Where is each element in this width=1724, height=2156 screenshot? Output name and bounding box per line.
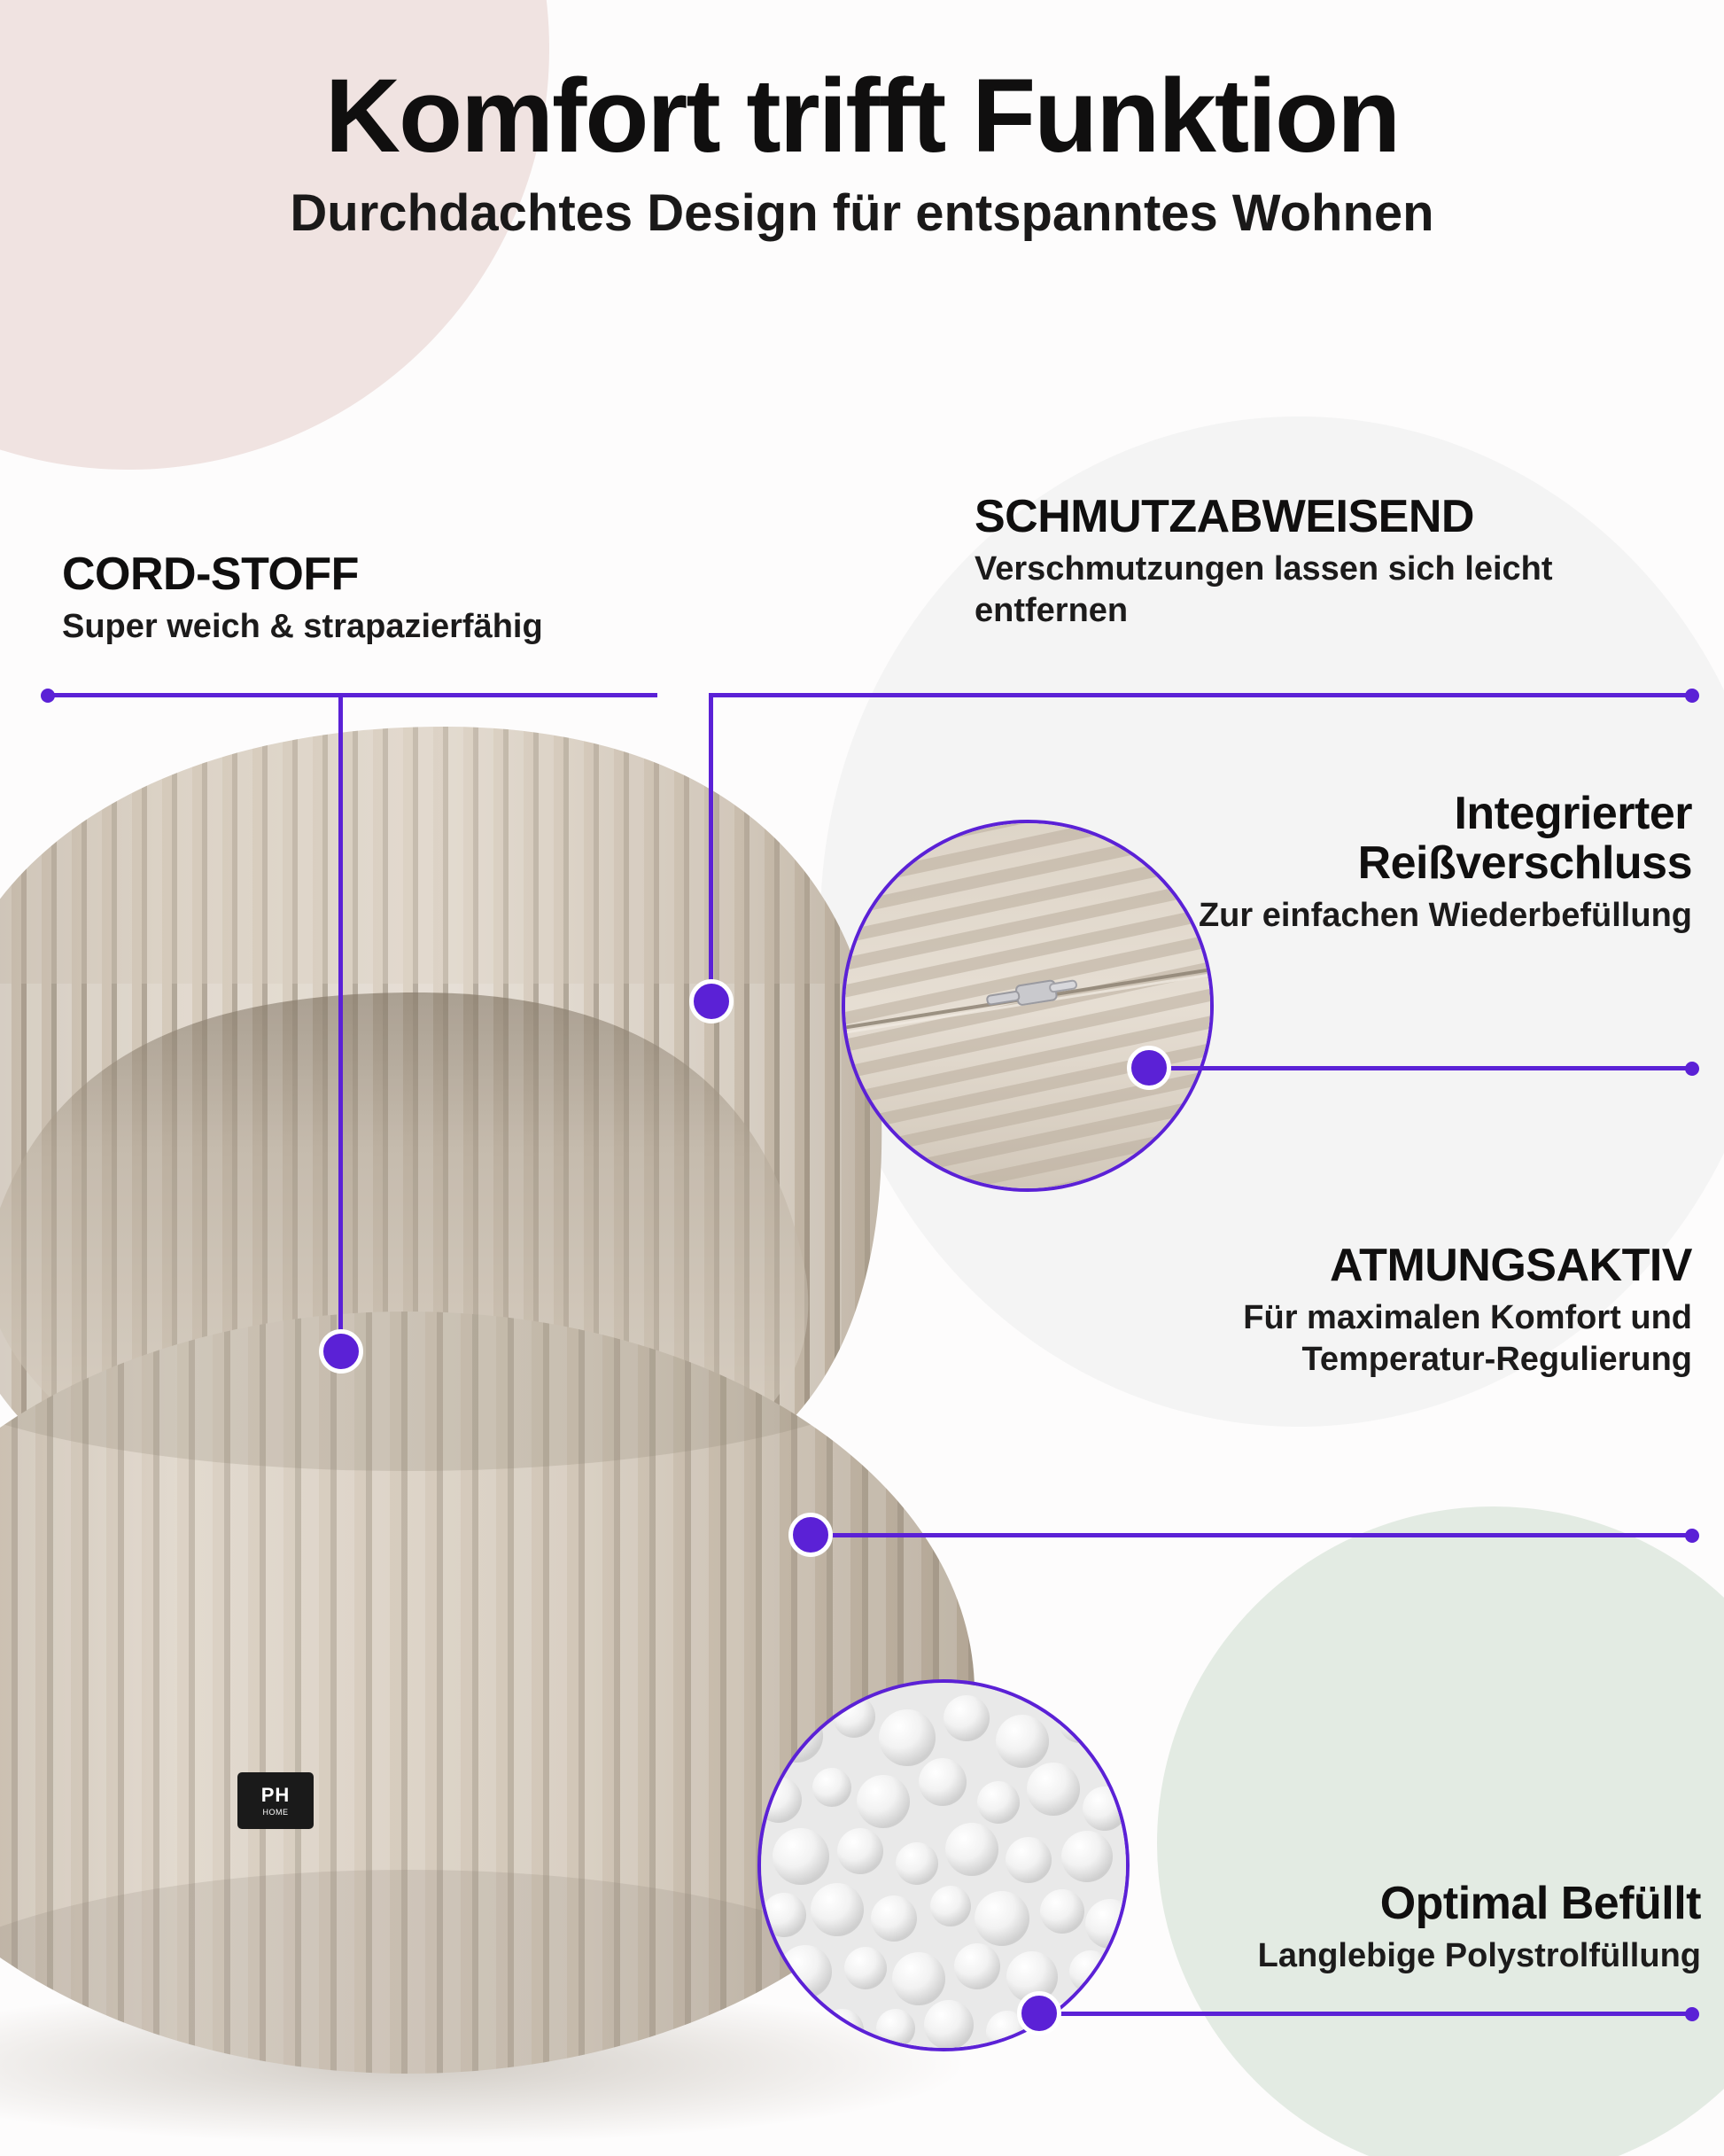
page-title: Komfort trifft Funktion [324, 58, 1400, 175]
connector-atmung-endcap [1685, 1529, 1699, 1543]
callout-cord-subtitle: Super weich & strapazierfähig [62, 608, 543, 646]
connector-cord-horizontal [46, 693, 657, 697]
page-subtitle: Durchdachtes Design für entspanntes Wohnen [290, 183, 1434, 242]
connector-befuellt-horizontal [1054, 2012, 1692, 2016]
callout-zipper-title: Integrierter Reißverschluss [1357, 788, 1692, 890]
callout-cord-stoff [62, 549, 682, 648]
hotspot-optimal-befuellt[interactable] [1017, 1991, 1061, 2035]
callout-schmutzabweisend [975, 492, 1683, 631]
callout-cord-title: CORD-STOFF [62, 549, 359, 600]
connector-befuellt-endcap [1685, 2007, 1699, 2021]
callout-reissverschluss [1125, 789, 1692, 937]
hotspot-reissverschluss[interactable] [1127, 1046, 1171, 1090]
callout-zipper-subtitle: Zur einfachen Wiederbefüllung [1198, 897, 1692, 935]
connector-schmutz-endcap [1685, 689, 1699, 703]
callout-optimal-befuellt [1090, 1879, 1701, 1977]
callout-atmungsaktiv [1125, 1241, 1692, 1380]
connector-schmutz-horizontal [709, 693, 1692, 697]
connector-zipper-horizontal [1169, 1066, 1692, 1070]
hotspot-cord-stoff[interactable] [319, 1329, 363, 1374]
connector-schmutz-vertical [709, 693, 713, 1003]
callout-atmung-subtitle: Für maximalen Komfort und Temperatur-Regulierung [1243, 1299, 1692, 1378]
callout-befuellt-title: Optimal Befüllt [1379, 1878, 1701, 1929]
decorative-blob-green [1157, 1506, 1724, 2156]
hotspot-schmutzabweisend[interactable] [689, 979, 734, 1024]
beads-detail-circle [757, 1679, 1130, 2051]
callout-schmutz-title: SCHMUTZABWEISEND [975, 491, 1474, 542]
hotspot-atmungsaktiv[interactable] [788, 1513, 833, 1557]
callout-schmutz-subtitle: Verschmutzungen lassen sich leicht entfernen [975, 550, 1553, 629]
brand-label-sub: HOME [262, 1807, 289, 1817]
brand-label-main: PH [260, 1783, 291, 1806]
header [0, 58, 1724, 244]
connector-cord-vertical [338, 693, 343, 1353]
connector-cord-endcap [41, 689, 55, 703]
callout-befuellt-subtitle: Langlebige Polystrolfüllung [1257, 1937, 1701, 1975]
callout-atmung-title: ATMUNGSAKTIV [1329, 1240, 1692, 1291]
connector-zipper-endcap [1685, 1062, 1699, 1076]
brand-label-tag [237, 1772, 314, 1829]
connector-atmung-horizontal [815, 1533, 1692, 1537]
